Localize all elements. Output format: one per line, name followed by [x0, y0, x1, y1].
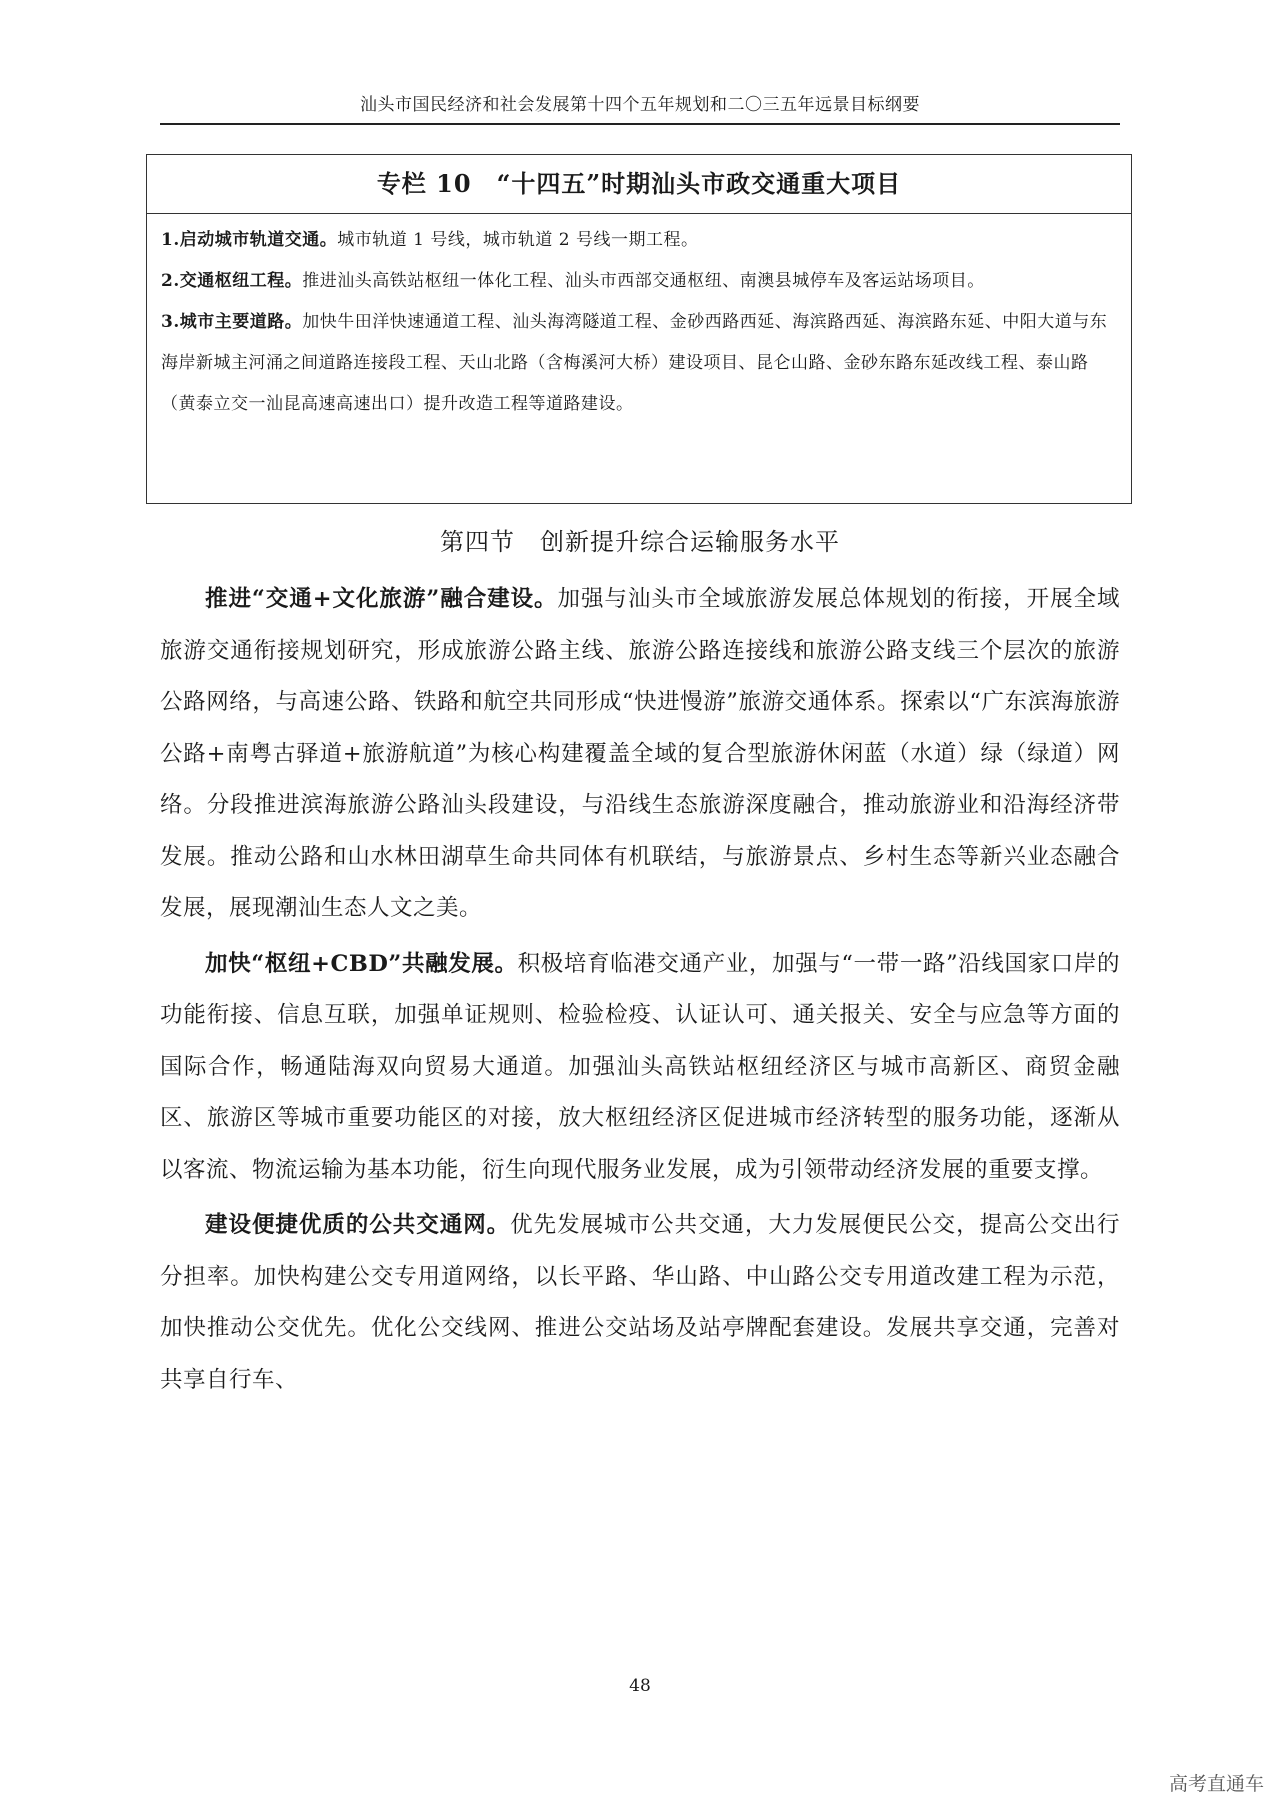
paragraph	[160, 1200, 1120, 1406]
document-title: 汕头市国民经济和社会发展第十四个五年规划和二〇三五年远景目标纲要	[360, 95, 920, 115]
watermark: 高考直通车	[1168, 1773, 1264, 1795]
body-text	[160, 574, 1120, 1410]
paragraph	[160, 574, 1120, 935]
paragraph-text: 积极培育临港交通产业，加强与“一带一路”沿线国家口岸的功能衔接、信息互联，加强单证规则、检验检疫、认证认可、通关报关、安全与应急等方面的国际合作，畅通陆海双向贸易大通道。加强汕头高铁站枢纽经济区与城市高新区、商贸金融区、旅游区等城市重要功能区的对接，放大枢纽经济区促进城市经济转型的服务功能，逐渐从以客流、物流运输为基本功能，衍生向现代服务业发展，成为引领带动经济发展的重要支撑。	[160, 950, 1120, 1183]
box-item	[161, 220, 1117, 261]
paragraph-text: 优先发展城市公共交通，大力发展便民公交，提高公交出行分担率。加快构建公交专用道网络，以长平路、华山路、中山路公交专用道改建工程为示范，加快推动公交优先。优化公交线网、推进公交站场及站亭牌配套建设。发展共享交通，完善对共享自行车、	[160, 1212, 1120, 1393]
box-item-lead: 2.交通枢纽工程。	[161, 271, 303, 291]
paragraph-text: 加强与汕头市全域旅游发展总体规划的衔接，开展全域旅游交通衔接规划研究，形成旅游公路主线、旅游公路连接线和旅游公路支线三个层次的旅游公路网络，与高速公路、铁路和航空共同形成“快进慢游”旅游交通体系。探索以“广东滨海旅游公路+南粤古驿道+旅游航道”为核心构建覆盖全域的复合型旅游休闲蓝（水道）绿（绿道）网络。分段推进滨海旅游公路汕头段建设，与沿线生态旅游深度融合，推动旅游业和沿海经济带发展。推动公路和山水林田湖草生命共同体有机联结，与旅游景点、乡村生态等新兴业态融合发展，展现潮汕生态人文之美。	[160, 586, 1120, 921]
box-title: 专栏 10 “十四五”时期汕头市政交通重大项目	[147, 155, 1131, 214]
section-heading: 第四节 创新提升综合运输服务水平	[440, 528, 840, 556]
paragraph-lead: 加快“枢纽+CBD”共融发展。	[205, 950, 518, 977]
box-item-text: 城市轨道 1 号线，城市轨道 2 号线一期工程。	[337, 230, 699, 250]
box-item	[161, 302, 1117, 425]
box-item	[161, 261, 1117, 302]
page-number: 48	[629, 1676, 651, 1696]
box-body	[147, 214, 1131, 425]
box-item-lead: 3.城市主要道路。	[161, 312, 303, 332]
running-header	[160, 90, 1120, 125]
box-item-text: 加快牛田洋快速通道工程、汕头海湾隧道工程、金砂西路西延、海滨路西延、海滨路东延、中阳大道与东海岸新城主河涌之间道路连接段工程、天山北路（含梅溪河大桥）建设项目、昆仑山路、金砂东路东延改线工程、泰山路（黄泰立交一汕昆高速高速出口）提升改造工程等道路建设。	[161, 312, 1108, 414]
box-item-lead: 1.启动城市轨道交通。	[161, 230, 338, 250]
paragraph	[160, 939, 1120, 1197]
box-item-text: 推进汕头高铁站枢纽一体化工程、汕头市西部交通枢纽、南澳县城停车及客运站场项目。	[302, 271, 985, 291]
paragraph-lead: 推进“交通+文化旅游”融合建设。	[205, 586, 558, 612]
paragraph-lead: 建设便捷优质的公共交通网。	[205, 1212, 511, 1238]
project-column-box	[146, 154, 1132, 504]
